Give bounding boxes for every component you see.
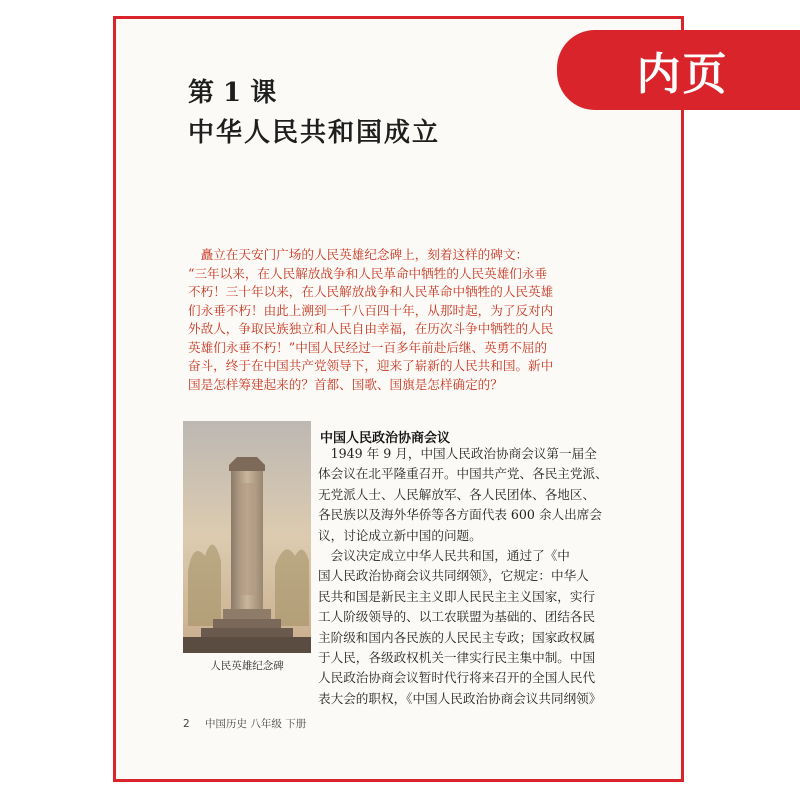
lesson-intro (188, 246, 553, 394)
body-line: 于人民，各级政权机关一律实行民主集中制。中国 (318, 649, 596, 665)
intro-line: 英雄们永垂不朽！”中国人民经过一百多年前赴后继、英勇不屈的 (188, 339, 548, 355)
body-line: 表大会的职权，《中国人民政治协商会议共同纲领》 (318, 690, 602, 706)
page-footer (183, 716, 306, 731)
body-line: 民共和国是新民主主义即人民民主主义国家，实行 (318, 588, 596, 604)
intro-line: 们永垂不朽！由此上溯到一千八百四十年，从那时起，为了反对内 (188, 302, 554, 318)
intro-line: 外敌人，争取民族独立和人民自由幸福，在历次斗争中牺牲的人民 (188, 321, 554, 336)
body-line: 各民族以及海外华侨等各方面代表 600 余人出席会 (318, 507, 602, 523)
intro-line: 不朽！三十年以来，在人民解放战争和人民革命中牺牲的人民英雄 (188, 284, 554, 299)
book-title: 中国历史 八年级 下册 (205, 718, 307, 730)
intro-line: “三年以来，在人民解放战争和人民革命中牺牲的人民英雄们永垂 (188, 265, 548, 281)
monument-photo (183, 421, 311, 653)
body-line: 无党派人士、人民解放军、各人民团体、各地区、 (318, 486, 596, 502)
inner-page-badge: 内页 (557, 30, 800, 110)
body-line: 工人阶级领导的、以工农联盟为基础的、团结各民 (318, 609, 596, 625)
monument-illustration (183, 421, 311, 653)
intro-line: 国是怎样筹建起来的？首都、国歌、国旗是怎样确定的？ (188, 376, 503, 392)
body-line: 主阶级和国内各民族的人民民主专政；国家政权属 (318, 629, 596, 645)
section-heading: 中国人民政治协商会议 (320, 431, 451, 446)
intro-line: 奋斗，终于在中国共产党领导下，迎来了崭新的人民共和国。新中 (188, 358, 554, 373)
body-line: 人民政治协商会议暂时代行将来召开的全国人民代 (318, 670, 596, 686)
intro-line: 矗立在天安门广场的人民英雄纪念碑上，刻着这样的碑文： (188, 247, 529, 262)
body-line: 国人民政治协商会议共同纲领》，它规定：中华人 (318, 568, 589, 584)
photo-caption: 人民英雄纪念碑 (210, 660, 284, 672)
body-line: 体会议在北平隆重召开。中国共产党、各民主党派、 (318, 466, 608, 482)
page-number: 2 (183, 718, 190, 730)
body-line: 议，讨论成立新中国的问题。 (318, 527, 482, 543)
section-body (318, 444, 608, 709)
lesson-title: 中华人民共和国成立 (188, 118, 441, 148)
body-line: 会议决定成立中华人民共和国，通过了《中 (318, 547, 570, 563)
lesson-number: 第 1 课 (188, 78, 277, 108)
body-line: 1949 年 9 月，中国人民政治协商会议第一届全 (318, 446, 597, 461)
